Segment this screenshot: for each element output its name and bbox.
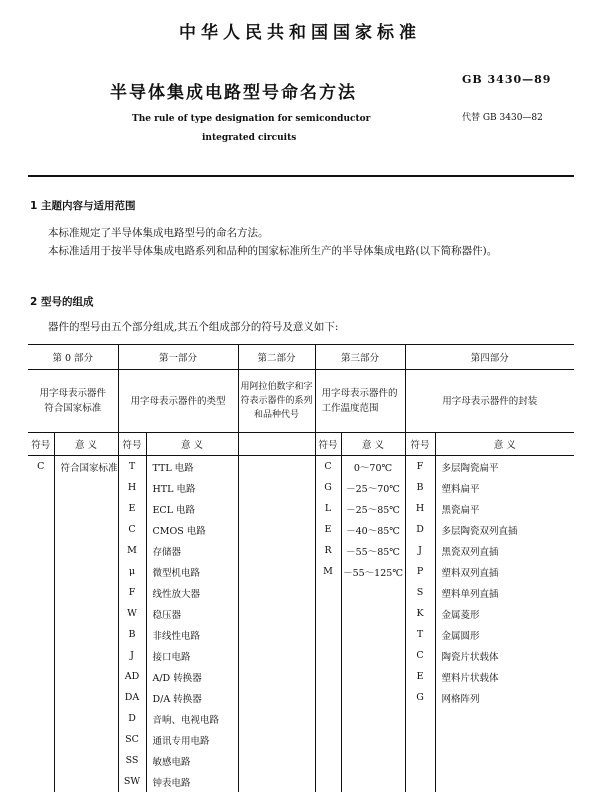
header-divider xyxy=(28,175,574,177)
part-3-description: 用字母表示器件的工作温度范围 xyxy=(315,370,405,433)
part-3-symbol: G xyxy=(315,477,341,498)
part-2-cell xyxy=(238,477,315,498)
section-1-title: 1 主题内容与适用范围 xyxy=(30,200,136,212)
part-4-symbol xyxy=(405,729,435,750)
part-3-symbol xyxy=(315,582,341,603)
part-0-meaning xyxy=(54,666,118,687)
part-3-meaning: －25～85℃ xyxy=(341,498,405,519)
part-0-header: 第 0 部分 xyxy=(28,345,118,370)
part-4-meaning: 塑料双列直插 xyxy=(435,561,574,582)
table-row xyxy=(28,582,574,603)
part-3-symbol xyxy=(315,645,341,666)
table-row xyxy=(28,687,574,708)
part-0-symbol xyxy=(28,729,54,750)
part-1-meaning: 钟表电路 xyxy=(146,771,238,792)
part-4-meaning: 多层陶瓷扁平 xyxy=(435,456,574,478)
part-2-description: 用阿拉伯数字和字符表示器件的系列和品种代号 xyxy=(238,370,315,433)
part-4-meaning: 金属菱形 xyxy=(435,603,574,624)
part-1-symbol: DA xyxy=(118,687,146,708)
part-4-symbol: C xyxy=(405,645,435,666)
part-3-meaning xyxy=(341,603,405,624)
part-1-symbol: SS xyxy=(118,750,146,771)
part-4-symbol: F xyxy=(405,456,435,478)
table-row xyxy=(28,750,574,771)
part-0-meaning xyxy=(54,498,118,519)
part-0-meaning xyxy=(54,708,118,729)
part-1-symbol: SC xyxy=(118,729,146,750)
part-4-meaning: 网格阵列 xyxy=(435,687,574,708)
part-1-symbol: M xyxy=(118,540,146,561)
part-0-symbol xyxy=(28,750,54,771)
part-4-symbol: T xyxy=(405,624,435,645)
part-0-meaning xyxy=(54,477,118,498)
standard-heading: 中华人民共和国国家标准 xyxy=(179,23,421,43)
part-4-meaning xyxy=(435,708,574,729)
part-3-symbol xyxy=(315,771,341,792)
part-1-symbol: J xyxy=(118,645,146,666)
part-4-symbol: E xyxy=(405,666,435,687)
table-row xyxy=(28,771,574,792)
part-0-symbol xyxy=(28,687,54,708)
part-1-meaning: ECL 电路 xyxy=(146,498,238,519)
part-0-symbol xyxy=(28,771,54,792)
part-1-meaning: 敏感电路 xyxy=(146,750,238,771)
part-4-meaning: 陶瓷片状载体 xyxy=(435,645,574,666)
part-1-symbol: W xyxy=(118,603,146,624)
part-0-symbol xyxy=(28,708,54,729)
part-3-meaning xyxy=(341,666,405,687)
part-3-meaning xyxy=(341,582,405,603)
part-1-meaning: 接口电路 xyxy=(146,645,238,666)
part-4-meaning xyxy=(435,771,574,792)
part-4-symbol: D xyxy=(405,519,435,540)
part-3-symbol xyxy=(315,603,341,624)
type-designation-table xyxy=(28,344,574,792)
part-1-meaning: 线性放大器 xyxy=(146,582,238,603)
col-meaning-1: 意 义 xyxy=(146,433,238,456)
table-row xyxy=(28,477,574,498)
part-3-symbol xyxy=(315,750,341,771)
part-0-symbol xyxy=(28,582,54,603)
part-2-cell xyxy=(238,498,315,519)
part-0-meaning xyxy=(54,561,118,582)
part-0-description: 用字母表示器件符合国家标准 xyxy=(28,370,118,433)
part-1-meaning: CMOS 电路 xyxy=(146,519,238,540)
part-1-meaning: 存储器 xyxy=(146,540,238,561)
part-4-meaning: 塑料单列直插 xyxy=(435,582,574,603)
part-2-cell xyxy=(238,645,315,666)
part-2-cell xyxy=(238,582,315,603)
part-3-meaning xyxy=(341,708,405,729)
part-0-meaning xyxy=(54,750,118,771)
part-3-meaning: 0～70℃ xyxy=(341,456,405,478)
col-meaning-3: 意 义 xyxy=(341,433,405,456)
part-4-symbol: P xyxy=(405,561,435,582)
table-row xyxy=(28,624,574,645)
replaces-note: 代替 GB 3430—82 xyxy=(462,113,543,123)
part-3-header: 第三部分 xyxy=(315,345,405,370)
part-4-meaning: 金属圆形 xyxy=(435,624,574,645)
table-row xyxy=(28,603,574,624)
part-3-symbol: R xyxy=(315,540,341,561)
part-0-meaning xyxy=(54,582,118,603)
col-symbol-3: 符号 xyxy=(315,433,341,456)
part-4-meaning xyxy=(435,729,574,750)
part-0-meaning xyxy=(54,687,118,708)
part-1-description: 用字母表示器件的类型 xyxy=(118,370,238,433)
part-4-symbol xyxy=(405,750,435,771)
part-1-symbol: T xyxy=(118,456,146,478)
part-3-symbol: M xyxy=(315,561,341,582)
part-3-meaning: －55～125℃ xyxy=(341,561,405,582)
part-0-meaning xyxy=(54,729,118,750)
part-1-symbol: E xyxy=(118,498,146,519)
document-title: 半导体集成电路型号命名方法 xyxy=(110,83,357,103)
part-4-symbol: H xyxy=(405,498,435,519)
part-2-cell xyxy=(238,519,315,540)
part-4-symbol: J xyxy=(405,540,435,561)
section-2-intro: 器件的型号由五个部分组成,其五个组成部分的符号及意义如下: xyxy=(48,321,339,333)
part-3-meaning: －55～85℃ xyxy=(341,540,405,561)
part-3-symbol: L xyxy=(315,498,341,519)
part-3-meaning xyxy=(341,771,405,792)
part-3-symbol: E xyxy=(315,519,341,540)
section-2-title: 2 型号的组成 xyxy=(30,296,94,308)
part-4-meaning: 多层陶瓷双列直插 xyxy=(435,519,574,540)
part-3-meaning xyxy=(341,645,405,666)
part-1-meaning: HTL 电路 xyxy=(146,477,238,498)
part-0-symbol xyxy=(28,540,54,561)
part-0-meaning xyxy=(54,624,118,645)
part-3-symbol xyxy=(315,666,341,687)
part-0-symbol xyxy=(28,519,54,540)
table-row xyxy=(28,540,574,561)
part-3-meaning xyxy=(341,687,405,708)
part-0-meaning xyxy=(54,540,118,561)
part-0-symbol xyxy=(28,624,54,645)
table-row xyxy=(28,666,574,687)
col-part-2-blank xyxy=(238,433,315,456)
part-4-symbol: G xyxy=(405,687,435,708)
table-row xyxy=(28,561,574,582)
part-2-cell xyxy=(238,666,315,687)
table-row xyxy=(28,729,574,750)
col-symbol-1: 符号 xyxy=(118,433,146,456)
table-row xyxy=(28,708,574,729)
section-1-para-1: 本标准规定了半导体集成电路型号的命名方法。 xyxy=(48,227,269,239)
part-2-cell xyxy=(238,708,315,729)
part-0-meaning xyxy=(54,519,118,540)
part-0-symbol xyxy=(28,666,54,687)
table-row xyxy=(28,519,574,540)
table-row xyxy=(28,645,574,666)
part-4-meaning: 黑瓷扁平 xyxy=(435,498,574,519)
part-1-meaning: 非线性电路 xyxy=(146,624,238,645)
col-symbol-0: 符号 xyxy=(28,433,54,456)
part-4-meaning xyxy=(435,750,574,771)
part-2-cell xyxy=(238,603,315,624)
table-row xyxy=(28,456,574,478)
part-2-cell xyxy=(238,624,315,645)
part-3-symbol xyxy=(315,729,341,750)
table-row xyxy=(28,498,574,519)
part-3-symbol xyxy=(315,624,341,645)
part-3-meaning: －40～85℃ xyxy=(341,519,405,540)
part-0-symbol xyxy=(28,498,54,519)
part-0-meaning: 符合国家标准 xyxy=(54,456,118,478)
part-1-symbol: B xyxy=(118,624,146,645)
part-1-meaning: TTL 电路 xyxy=(146,456,238,478)
part-1-meaning: A/D 转换器 xyxy=(146,666,238,687)
part-0-meaning xyxy=(54,603,118,624)
part-0-symbol xyxy=(28,645,54,666)
standard-code: GB 3430—89 xyxy=(462,73,552,86)
col-meaning-4: 意 义 xyxy=(435,433,574,456)
english-title-line2: integrated circuits xyxy=(202,133,297,143)
part-0-meaning xyxy=(54,771,118,792)
part-2-cell xyxy=(238,771,315,792)
part-3-meaning xyxy=(341,729,405,750)
part-2-cell xyxy=(238,750,315,771)
part-0-symbol xyxy=(28,603,54,624)
part-4-header: 第四部分 xyxy=(405,345,574,370)
part-4-symbol: B xyxy=(405,477,435,498)
part-0-symbol xyxy=(28,477,54,498)
part-3-meaning xyxy=(341,750,405,771)
part-2-header: 第二部分 xyxy=(238,345,315,370)
part-3-symbol: C xyxy=(315,456,341,478)
part-1-symbol: F xyxy=(118,582,146,603)
col-meaning-0: 意 义 xyxy=(54,433,118,456)
part-1-symbol: D xyxy=(118,708,146,729)
english-title-line1: The rule of type designation for semiconductor xyxy=(132,114,371,124)
part-1-meaning: 稳压器 xyxy=(146,603,238,624)
part-3-symbol xyxy=(315,708,341,729)
part-2-cell xyxy=(238,687,315,708)
part-3-meaning xyxy=(341,624,405,645)
part-0-meaning xyxy=(54,645,118,666)
part-4-symbol xyxy=(405,771,435,792)
part-4-meaning: 黑瓷双列直插 xyxy=(435,540,574,561)
part-0-symbol: C xyxy=(37,461,45,472)
part-2-cell xyxy=(238,456,315,478)
part-4-description: 用字母表示器件的封装 xyxy=(405,370,574,433)
part-2-cell xyxy=(238,540,315,561)
part-4-symbol: S xyxy=(405,582,435,603)
part-4-meaning: 塑料扁平 xyxy=(435,477,574,498)
part-2-cell xyxy=(238,561,315,582)
part-1-symbol: SW xyxy=(118,771,146,792)
part-4-symbol: K xyxy=(405,603,435,624)
part-1-symbol: C xyxy=(118,519,146,540)
col-symbol-4: 符号 xyxy=(405,433,435,456)
part-3-symbol xyxy=(315,687,341,708)
part-4-symbol xyxy=(405,708,435,729)
part-1-meaning: 音响、电视电路 xyxy=(146,708,238,729)
part-2-cell xyxy=(238,729,315,750)
part-1-meaning: 微型机电路 xyxy=(146,561,238,582)
part-1-symbol: μ xyxy=(118,561,146,582)
part-1-meaning: D/A 转换器 xyxy=(146,687,238,708)
part-3-meaning: －25～70℃ xyxy=(341,477,405,498)
part-1-symbol: AD xyxy=(118,666,146,687)
part-0-symbol xyxy=(28,561,54,582)
part-4-meaning: 塑料片状载体 xyxy=(435,666,574,687)
part-1-header: 第一部分 xyxy=(118,345,238,370)
part-1-symbol: H xyxy=(118,477,146,498)
section-1-para-2: 本标准适用于按半导体集成电路系列和品种的国家标准所生产的半导体集成电路(以下简称器件)。 xyxy=(48,245,498,257)
part-1-meaning: 通讯专用电路 xyxy=(146,729,238,750)
